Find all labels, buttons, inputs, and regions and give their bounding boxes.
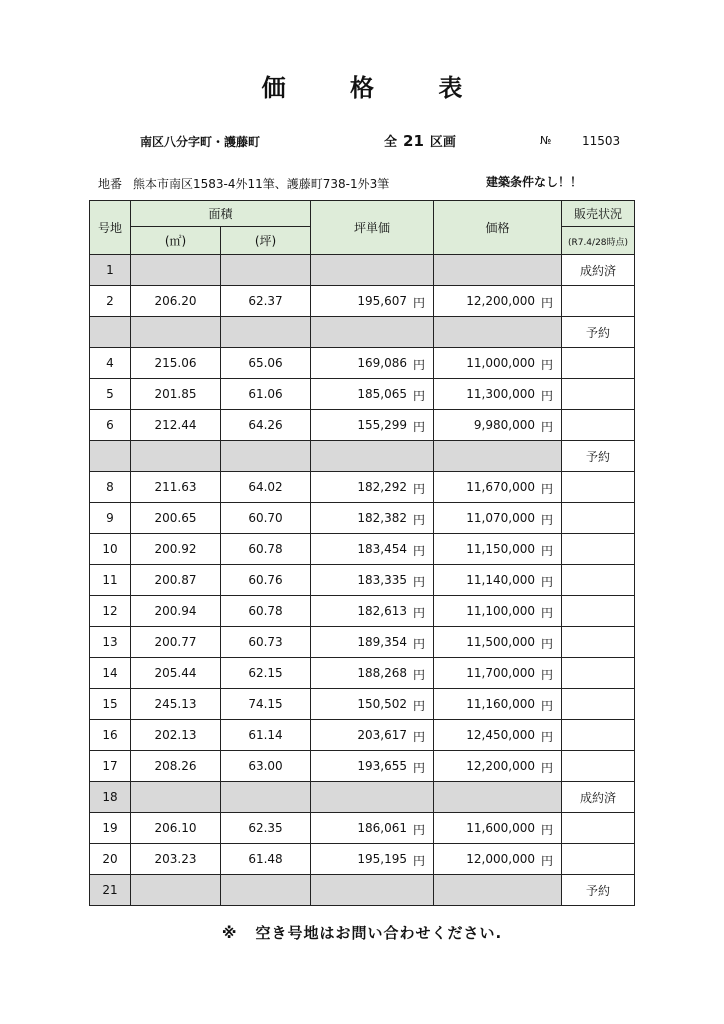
cell-price [434, 534, 562, 565]
table-row [90, 441, 635, 472]
price-value: 11,500,000 [466, 635, 535, 649]
table-row [90, 348, 635, 379]
cell-unit-price [311, 875, 434, 906]
cell-area-m2: 212.44 [131, 410, 221, 441]
cell-area-m2: 200.94 [131, 596, 221, 627]
cell-status [562, 379, 635, 410]
cell-area-m2: 215.06 [131, 348, 221, 379]
unit-price-value: 183,454 [357, 542, 407, 556]
cell-area-m2: 200.77 [131, 627, 221, 658]
cell-lot-no: 15 [90, 689, 131, 720]
area-name: 南区八分字町・護藤町 [140, 135, 261, 149]
price-value: 11,300,000 [466, 387, 535, 401]
cell-price [434, 596, 562, 627]
unit-price-value: 182,382 [357, 511, 407, 525]
cell-area-tsubo: 60.78 [221, 534, 311, 565]
table-row [90, 317, 635, 348]
cell-price [434, 379, 562, 410]
table-row [90, 565, 635, 596]
price-value: 12,450,000 [466, 728, 535, 742]
cell-area-tsubo: 64.26 [221, 410, 311, 441]
table-row [90, 503, 635, 534]
cell-area-tsubo: 65.06 [221, 348, 311, 379]
yen-unit: 円 [540, 854, 553, 868]
cell-status [562, 596, 635, 627]
lots-count: 21 [403, 132, 424, 150]
yen-unit: 円 [412, 482, 425, 496]
price-value: 11,070,000 [466, 511, 535, 525]
table-row [90, 875, 635, 906]
unit-price-value: 169,086 [357, 356, 407, 370]
table-row [90, 658, 635, 689]
cell-status: 予約 [562, 875, 635, 906]
table-row [90, 720, 635, 751]
unit-price-value: 183,335 [357, 573, 407, 587]
cell-unit-price [311, 658, 434, 689]
yen-unit: 円 [412, 606, 425, 620]
cell-lot-no: 19 [90, 813, 131, 844]
yen-unit: 円 [412, 668, 425, 682]
building-condition: 建築条件なし！！ [486, 175, 583, 189]
cell-area-tsubo: 60.78 [221, 596, 311, 627]
col-header-lot-no: 号地 [90, 201, 131, 255]
cell-area-tsubo [221, 255, 311, 286]
cell-unit-price [311, 441, 434, 472]
cell-lot-no: 10 [90, 534, 131, 565]
cell-unit-price [311, 348, 434, 379]
cell-area-m2: 203.23 [131, 844, 221, 875]
cell-area-tsubo: 61.14 [221, 720, 311, 751]
yen-unit: 円 [412, 544, 425, 558]
cell-status [562, 751, 635, 782]
table-row [90, 782, 635, 813]
cell-area-m2: 206.20 [131, 286, 221, 317]
cell-price [434, 255, 562, 286]
lots-prefix: 全 [384, 135, 398, 150]
cell-unit-price [311, 782, 434, 813]
cell-lot-no: 21 [90, 875, 131, 906]
yen-unit: 円 [540, 730, 553, 744]
table-row [90, 813, 635, 844]
col-header-area: 面積 [131, 201, 311, 227]
yen-unit: 円 [412, 296, 425, 310]
price-value: 11,100,000 [466, 604, 535, 618]
lots-suffix: 区画 [429, 135, 456, 150]
cell-price [434, 317, 562, 348]
yen-unit: 円 [412, 389, 425, 403]
cell-area-tsubo: 64.02 [221, 472, 311, 503]
yen-unit: 円 [540, 699, 553, 713]
yen-unit: 円 [540, 761, 553, 775]
cell-lot-no: 16 [90, 720, 131, 751]
yen-unit: 円 [412, 513, 425, 527]
table-body [90, 255, 635, 906]
doc-number-label: № [540, 134, 552, 147]
cell-price [434, 875, 562, 906]
cell-area-tsubo: 61.48 [221, 844, 311, 875]
table-row [90, 534, 635, 565]
unit-price-value: 195,195 [357, 852, 407, 866]
cell-price [434, 410, 562, 441]
unit-price-value: 189,354 [357, 635, 407, 649]
footer-note [0, 922, 724, 943]
cell-status [562, 813, 635, 844]
cell-area-tsubo [221, 782, 311, 813]
table-row [90, 255, 635, 286]
yen-unit: 円 [540, 296, 553, 310]
cell-status [562, 627, 635, 658]
lot-number-value: 熊本市南区1583-4外11筆、護藤町738-1外3筆 [133, 177, 390, 191]
cell-status: 成約済 [562, 255, 635, 286]
yen-unit: 円 [540, 389, 553, 403]
cell-lot-no: 4 [90, 348, 131, 379]
cell-area-m2 [131, 441, 221, 472]
cell-area-m2: 211.63 [131, 472, 221, 503]
cell-area-m2: 200.92 [131, 534, 221, 565]
cell-area-m2: 201.85 [131, 379, 221, 410]
cell-status [562, 720, 635, 751]
cell-area-tsubo [221, 441, 311, 472]
cell-price [434, 844, 562, 875]
unit-price-value: 186,061 [357, 821, 407, 835]
cell-unit-price [311, 534, 434, 565]
cell-status [562, 658, 635, 689]
cell-price [434, 472, 562, 503]
yen-unit: 円 [412, 854, 425, 868]
col-header-price: 価格 [434, 201, 562, 255]
cell-unit-price [311, 410, 434, 441]
cell-area-m2: 208.26 [131, 751, 221, 782]
yen-unit: 円 [412, 575, 425, 589]
cell-price [434, 565, 562, 596]
cell-price [434, 286, 562, 317]
cell-lot-no: 12 [90, 596, 131, 627]
cell-price [434, 782, 562, 813]
cell-area-m2: 245.13 [131, 689, 221, 720]
cell-status [562, 348, 635, 379]
cell-price [434, 627, 562, 658]
cell-unit-price [311, 751, 434, 782]
price-value: 12,200,000 [466, 759, 535, 773]
cell-status [562, 410, 635, 441]
cell-area-m2 [131, 875, 221, 906]
yen-unit: 円 [412, 358, 425, 372]
cell-area-tsubo [221, 317, 311, 348]
cell-lot-no: 5 [90, 379, 131, 410]
status-date-text: (R7.4/28時点) [567, 237, 629, 248]
yen-unit: 円 [540, 637, 553, 651]
cell-unit-price [311, 472, 434, 503]
cell-price [434, 813, 562, 844]
unit-price-value: 188,268 [357, 666, 407, 680]
cell-price [434, 658, 562, 689]
cell-price [434, 348, 562, 379]
cell-status: 成約済 [562, 782, 635, 813]
cell-unit-price [311, 720, 434, 751]
cell-area-tsubo [221, 875, 311, 906]
cell-area-m2: 200.87 [131, 565, 221, 596]
col-header-area-m2: (㎡) [131, 227, 221, 255]
price-value: 11,140,000 [466, 573, 535, 587]
cell-unit-price [311, 627, 434, 658]
unit-price-value: 182,292 [357, 480, 407, 494]
col-header-status-date [562, 227, 635, 255]
cell-area-m2: 200.65 [131, 503, 221, 534]
cell-unit-price [311, 503, 434, 534]
yen-unit: 円 [412, 699, 425, 713]
cell-price [434, 751, 562, 782]
cell-lot-no [90, 317, 131, 348]
cell-status: 予約 [562, 441, 635, 472]
unit-price-value: 155,299 [357, 418, 407, 432]
page-title: 価 格 表 [261, 74, 491, 102]
cell-status [562, 472, 635, 503]
yen-unit: 円 [412, 730, 425, 744]
unit-price-value: 150,502 [357, 697, 407, 711]
col-header-area-tsubo: (坪) [221, 227, 311, 255]
yen-unit: 円 [540, 575, 553, 589]
price-value: 11,160,000 [466, 697, 535, 711]
cell-lot-no: 11 [90, 565, 131, 596]
yen-unit: 円 [540, 420, 553, 434]
yen-unit: 円 [540, 606, 553, 620]
yen-unit: 円 [540, 823, 553, 837]
cell-area-tsubo: 62.15 [221, 658, 311, 689]
yen-unit: 円 [412, 823, 425, 837]
cell-price [434, 720, 562, 751]
cell-lot-no: 6 [90, 410, 131, 441]
cell-lot-no: 17 [90, 751, 131, 782]
unit-price-value: 195,607 [357, 294, 407, 308]
cell-area-m2 [131, 255, 221, 286]
cell-area-m2: 206.10 [131, 813, 221, 844]
cell-unit-price [311, 255, 434, 286]
price-value: 12,200,000 [466, 294, 535, 308]
cell-lot-no: 1 [90, 255, 131, 286]
table-row [90, 596, 635, 627]
unit-price-value: 193,655 [357, 759, 407, 773]
yen-unit: 円 [540, 482, 553, 496]
unit-price-value: 203,617 [357, 728, 407, 742]
cell-unit-price [311, 565, 434, 596]
cell-area-tsubo: 60.73 [221, 627, 311, 658]
cell-area-tsubo: 62.35 [221, 813, 311, 844]
cell-status [562, 689, 635, 720]
table-row [90, 627, 635, 658]
cell-status [562, 565, 635, 596]
price-value: 12,000,000 [466, 852, 535, 866]
lots-total [384, 131, 456, 150]
cell-area-tsubo: 63.00 [221, 751, 311, 782]
unit-price-value: 185,065 [357, 387, 407, 401]
cell-area-m2 [131, 782, 221, 813]
cell-area-tsubo: 60.70 [221, 503, 311, 534]
price-value: 11,700,000 [466, 666, 535, 680]
cell-price [434, 689, 562, 720]
cell-lot-no [90, 441, 131, 472]
note-text: 空き号地はお問い合わせください. [255, 924, 503, 942]
table-row [90, 410, 635, 441]
cell-unit-price [311, 286, 434, 317]
cell-price [434, 441, 562, 472]
table-row [90, 844, 635, 875]
cell-area-tsubo: 62.37 [221, 286, 311, 317]
note-mark: ※ [221, 924, 238, 942]
table-row [90, 689, 635, 720]
unit-price-value: 182,613 [357, 604, 407, 618]
cell-lot-no: 13 [90, 627, 131, 658]
cell-lot-no: 9 [90, 503, 131, 534]
col-header-unit-price: 坪単価 [311, 201, 434, 255]
yen-unit: 円 [540, 513, 553, 527]
cell-area-m2 [131, 317, 221, 348]
cell-lot-no: 14 [90, 658, 131, 689]
cell-unit-price [311, 844, 434, 875]
yen-unit: 円 [540, 668, 553, 682]
col-header-status: 販売状況 [562, 201, 635, 227]
price-table [89, 200, 635, 906]
yen-unit: 円 [540, 544, 553, 558]
cell-unit-price [311, 813, 434, 844]
cell-unit-price [311, 596, 434, 627]
cell-status: 予約 [562, 317, 635, 348]
cell-lot-no: 20 [90, 844, 131, 875]
table-row [90, 751, 635, 782]
price-value: 11,150,000 [466, 542, 535, 556]
cell-area-m2: 205.44 [131, 658, 221, 689]
cell-lot-no: 8 [90, 472, 131, 503]
price-value: 9,980,000 [473, 418, 535, 432]
yen-unit: 円 [540, 358, 553, 372]
cell-status [562, 534, 635, 565]
lot-number-label: 地番 [98, 177, 123, 191]
table-row [90, 286, 635, 317]
cell-status [562, 844, 635, 875]
cell-lot-no: 18 [90, 782, 131, 813]
table-row [90, 379, 635, 410]
cell-area-m2: 202.13 [131, 720, 221, 751]
price-value: 11,000,000 [466, 356, 535, 370]
price-value: 11,600,000 [466, 821, 535, 835]
cell-unit-price [311, 379, 434, 410]
cell-status [562, 503, 635, 534]
doc-number: 11503 [582, 134, 621, 148]
cell-area-tsubo: 60.76 [221, 565, 311, 596]
yen-unit: 円 [412, 761, 425, 775]
cell-unit-price [311, 689, 434, 720]
cell-price [434, 503, 562, 534]
table-row [90, 472, 635, 503]
yen-unit: 円 [412, 637, 425, 651]
yen-unit: 円 [412, 420, 425, 434]
cell-unit-price [311, 317, 434, 348]
cell-area-tsubo: 61.06 [221, 379, 311, 410]
price-value: 11,670,000 [466, 480, 535, 494]
cell-area-tsubo: 74.15 [221, 689, 311, 720]
cell-status [562, 286, 635, 317]
cell-lot-no: 2 [90, 286, 131, 317]
